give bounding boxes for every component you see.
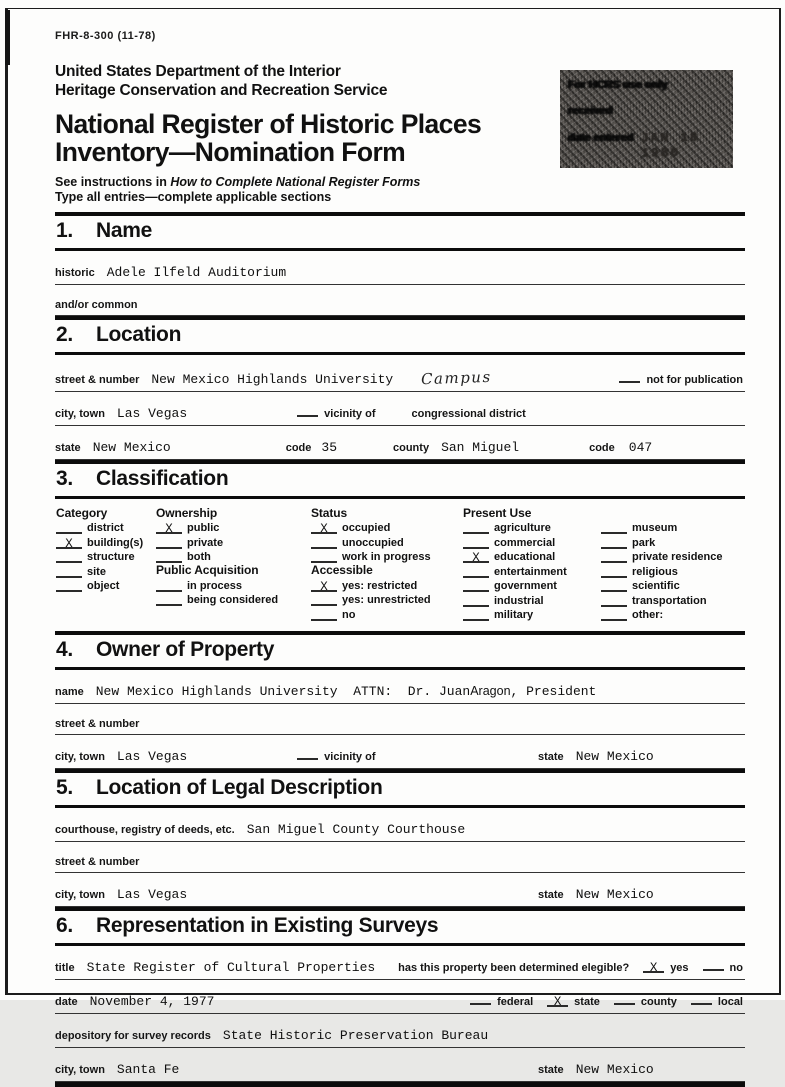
section-6-header [55,911,745,946]
checkbox-public[interactable]: X public [156,520,311,535]
state-label: state [55,441,81,454]
owner-vicinity-blank[interactable] [297,749,318,760]
legal-state-label: state [538,889,564,902]
county-code-field[interactable]: 047 [628,439,653,455]
historic-name-row [55,251,745,285]
section-3-number: 3. [56,466,73,490]
eligible-no-option[interactable] [703,960,743,974]
eligible-no-label: no [729,962,743,975]
depository-field[interactable]: State Historic Preservation Bureau [222,1028,489,1044]
section-3-title: Classification [96,466,229,490]
stamp-date-value: JAN 18 1980 [641,129,701,161]
legal-city-row [55,873,745,907]
survey-title-row [55,946,745,980]
survey-federal-option[interactable] [470,994,533,1008]
form-title-line-1: National Register of Historic Places [55,109,482,140]
state-code-label: code [285,441,312,454]
section-6-title: Representation in Existing Surveys [96,914,439,938]
checkbox-object[interactable]: object [56,578,156,593]
legal-state-field[interactable]: New Mexico [575,887,654,903]
form-number: FHR-8-300 (11-78) [55,30,156,42]
eligible-no-blank[interactable] [703,960,724,971]
checkbox-scientific[interactable]: scientific [601,578,745,593]
owner-vicinity-label: vicinity of [324,751,376,764]
checkbox-industrial[interactable]: industrial [463,592,601,607]
street-number-row [55,355,745,392]
survey-city-label: city, town [55,1064,105,1077]
not-for-publication-blank[interactable] [619,372,640,383]
county-label: county [393,441,430,454]
state-option-blank[interactable]: X [547,996,568,1007]
owner-city-row [55,735,745,769]
section-4-header [55,635,745,670]
instructions-line-2: Type all entries—complete applicable sections [55,189,332,204]
county-option-blank[interactable] [614,994,635,1005]
section-5-header [55,773,745,808]
checkbox-site[interactable]: site [56,563,156,578]
depository-row [55,1014,745,1048]
section-6-number: 6. [56,914,73,938]
status-header: Status [311,505,348,520]
checkbox-park[interactable]: park [601,534,745,549]
checkbox-in-process[interactable]: in process [156,577,311,592]
survey-city-field[interactable]: Santa Fe [116,1062,180,1078]
historic-label: historic [55,266,95,279]
stamp-date-entered-text: date entered [568,132,634,144]
owner-name-field-suffix[interactable]: , President [510,684,597,700]
checkbox-other[interactable]: other: [601,607,745,622]
county-option-label: county [640,996,677,1009]
section-2-title: Location [96,322,182,346]
state-code-field[interactable]: 35 [321,439,337,455]
owner-name-field-alt[interactable]: Aragon [470,684,511,699]
owner-state-field[interactable]: New Mexico [575,749,654,765]
stamp-use-only-text: For HCRS use only [568,79,668,91]
state-option-label: state [574,996,600,1009]
category-header: Category [56,505,108,520]
public-acquisition-header: Public Acquisition [156,563,259,578]
instructions-book-title: How to Complete National Register Forms [170,174,421,189]
congressional-district-label: congressional district [411,407,526,420]
section-3-header [55,464,745,499]
owner-state-label: state [538,751,564,764]
checkbox-government[interactable]: government [463,578,601,593]
checkbox-private-residence[interactable]: private residence [601,549,745,564]
classification-checklists [55,499,745,632]
courthouse-label: courthouse, registry of deeds, etc. [55,824,235,837]
checkbox-museum[interactable]: museum [601,520,745,535]
common-name-label: and/or common [55,298,138,311]
form-title [55,111,745,167]
eligible-yes-label: yes [670,962,689,975]
checkbox-yes-restricted[interactable]: X yes: restricted [311,577,463,592]
section-1-header [55,216,745,251]
county-field[interactable]: San Miguel [441,439,520,455]
checkbox-work-in-progress[interactable]: work in progress [311,549,463,564]
common-name-row [55,285,745,316]
owner-street-label: street & number [55,718,140,731]
checkbox-unoccupied[interactable]: unoccupied [311,534,463,549]
checkbox-buildings[interactable]: X building(s) [56,534,156,549]
checkbox-district[interactable]: district [56,520,156,535]
section-2-number: 2. [56,322,73,346]
federal-blank[interactable] [470,994,491,1005]
checkbox-private[interactable]: private [156,534,311,549]
form-title-line-2: Inventory—Nomination Form [55,137,406,167]
street-number-label: street & number [55,373,140,386]
city-town-label: city, town [55,407,105,420]
legal-street-label: street & number [55,856,140,869]
section-1-number: 1. [56,218,73,242]
survey-state-field[interactable]: New Mexico [575,1062,654,1078]
survey-state-option[interactable] [547,996,600,1008]
checkbox-religious[interactable]: religious [601,563,745,578]
street-number-field[interactable]: New Mexico Highlands University [151,371,394,387]
scan-edge-artifact [5,10,10,65]
vicinity-option[interactable] [297,406,375,420]
not-for-publication-label: not for publication [646,373,743,386]
legal-city-field[interactable]: Las Vegas [116,887,188,903]
owner-city-field[interactable]: Las Vegas [116,749,188,765]
historic-name-field[interactable]: Adele Ilfeld Auditorium [106,264,287,280]
owner-name-row [55,670,745,704]
checkbox-commercial[interactable]: commercial [463,534,601,549]
ownership-header: Ownership [156,505,218,520]
section-5-title: Location of Legal Description [96,776,383,800]
section-5-number: 5. [56,776,73,800]
vicinity-blank[interactable] [297,406,318,417]
status-column [311,506,463,622]
eligible-yes-blank[interactable]: X [643,962,664,973]
local-option-blank[interactable] [691,994,712,1005]
legal-street-row [55,842,745,873]
survey-date-row [55,980,745,1014]
local-option-label: local [717,996,743,1009]
bottom-section-rule [55,1082,745,1087]
owner-street-row [55,704,745,735]
courthouse-field[interactable]: San Miguel County Courthouse [246,822,466,838]
not-for-publication-option[interactable] [619,372,743,386]
form-instructions [55,175,745,205]
checkbox-both[interactable]: both [156,549,311,564]
present-use-column [463,506,745,622]
owner-name-label: name [55,686,84,699]
courthouse-row [55,808,745,842]
city-town-field[interactable]: Las Vegas [116,405,188,421]
checkbox-occupied[interactable]: X occupied [311,520,463,535]
agency-line-1: United States Department of the Interior [55,63,341,80]
survey-title-label: title [55,962,75,975]
present-use-header: Present Use [463,505,532,520]
checkbox-yes-unrestricted[interactable]: yes: unrestricted [311,592,463,607]
city-town-row [55,392,745,426]
section-1-title: Name [96,218,152,242]
category-column [56,506,156,622]
survey-date-field[interactable]: November 4, 1977 [89,994,215,1010]
checkbox-structure[interactable]: structure [56,549,156,564]
survey-state-label: state [538,1064,564,1077]
handwritten-campus: Campus [420,367,493,389]
survey-title-field[interactable]: State Register of Cultural Properties [86,960,376,976]
agency-line-2: Heritage Conservation and Recreation Service [55,81,388,99]
eligible-yes-option[interactable] [643,962,688,974]
checkbox-educational[interactable]: X educational [463,549,601,564]
checkbox-entertainment[interactable]: entertainment [463,563,601,578]
survey-date-label: date [55,996,78,1009]
state-field[interactable]: New Mexico [92,439,171,455]
owner-city-label: city, town [55,751,105,764]
checkbox-no[interactable]: no [311,606,463,621]
ownership-column [156,506,311,622]
section-4-number: 4. [56,638,73,662]
checkbox-being-considered[interactable]: being considered [156,592,311,607]
checkbox-military[interactable]: military [463,607,601,622]
instructions-prefix: See instructions in [55,174,171,189]
survey-county-option[interactable] [614,994,677,1008]
owner-name-field[interactable]: New Mexico Highlands University ATTN: Dr. Juan [95,684,471,700]
stamp-received-text: received [568,104,613,117]
section-2-header [55,320,745,355]
county-code-label: code [589,441,615,454]
owner-vicinity-option[interactable] [297,749,375,763]
eligible-question-label: has this property been determined elegible? [398,962,630,975]
survey-local-option[interactable] [691,994,743,1008]
state-county-row [55,426,745,460]
survey-city-row [55,1048,745,1082]
federal-label: federal [497,996,534,1009]
vicinity-label: vicinity of [324,407,376,420]
accessible-header: Accessible [311,563,373,578]
checkbox-transportation[interactable]: transportation [601,592,745,607]
depository-label: depository for survey records [55,1030,211,1043]
legal-city-label: city, town [55,889,105,902]
checkbox-agriculture[interactable]: agriculture [463,520,601,535]
section-4-title: Owner of Property [96,638,275,662]
